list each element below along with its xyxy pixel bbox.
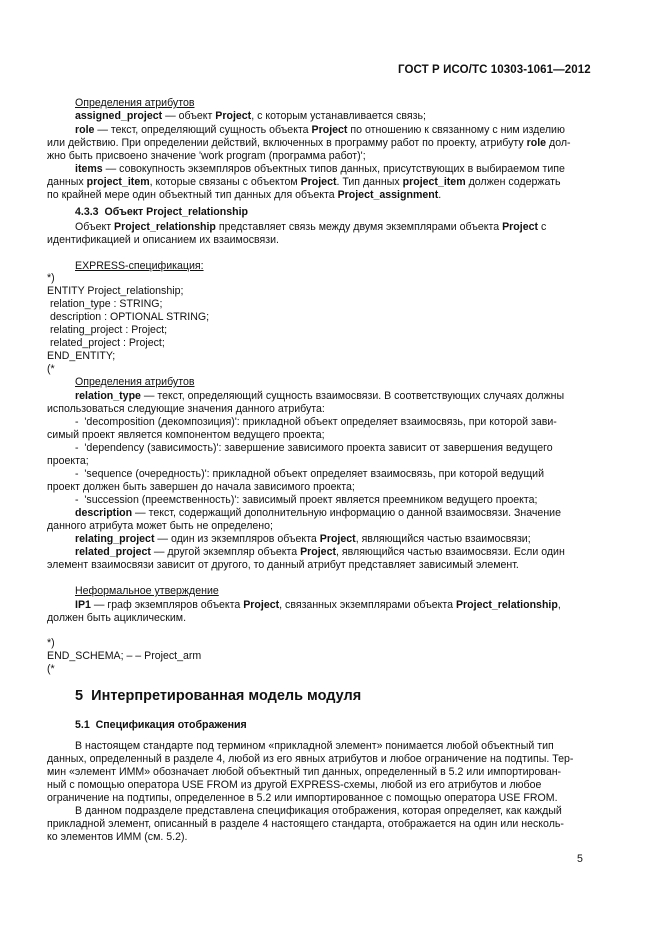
express-line: related_project : Project; [47, 337, 165, 349]
attr-role-line1 [75, 124, 565, 137]
entity-ref: Project [243, 599, 280, 611]
text: , являющийся частью взаимосвязи. Если один [336, 546, 565, 558]
text: — другой экземпляр объекта [150, 546, 301, 558]
express-line: (* [47, 363, 55, 375]
express-heading: EXPRESS-спецификация: [75, 260, 204, 272]
express-line: ENTITY Project_relationship; [47, 285, 184, 297]
entity-ref: Project_relationship [455, 599, 558, 611]
section-5-1-heading [75, 719, 247, 731]
value-decomposition-line2: симый проект является компонентом ведущего проекта; [47, 429, 325, 441]
paragraph-line: ко элементов ИММ (см. 5.2). [47, 831, 188, 843]
section-title: Объект Project_relationship [104, 206, 248, 218]
text: . Тип данных [336, 176, 403, 188]
attr-description-line1 [75, 507, 561, 520]
entity-ref: Project_relationship [114, 221, 216, 233]
attr-name: items [75, 163, 103, 175]
value-dependency-line2: проекта; [47, 455, 89, 467]
attr-definitions-heading: Определения атрибутов [75, 376, 195, 388]
text: — текст, определяющий сущность объекта [94, 124, 312, 136]
paragraph-line: ный с помощью оператора USE FROM из другой EXPRESS-схемы, любой из его атрибутов и любое [47, 779, 542, 791]
informal-proposition-heading: Неформальное утверждение [75, 585, 219, 597]
text: Объект [75, 221, 115, 233]
type-ref: project_item [86, 176, 150, 188]
text: должен содержать [465, 176, 561, 188]
paragraph-line: В настоящем стандарте под термином «прикладной элемент» понимается любой объектный тип [75, 740, 554, 752]
schema-end-line: (* [47, 663, 55, 675]
attr-related-project-line1 [75, 546, 565, 559]
express-line: END_ENTITY; [47, 350, 116, 362]
value-sequence-line1: - 'sequence (очередность)': прикладной объект определяет взаимосвязь, при которой ведущий [75, 468, 545, 480]
attr-items-line2 [47, 176, 561, 189]
value-dependency-line1: - 'dependency (зависимость)': завершение зависимого проекта зависит от завершения ведущего [75, 442, 553, 454]
text: , являющийся частью взаимосвязи; [355, 533, 531, 545]
text: — текст, определяющий сущность взаимосвязи. В соответствующих случаях должны [140, 390, 565, 402]
entity-ref: Project [300, 546, 336, 558]
document-id: ГОСТ Р ИСО/ТС 10303-1061—2012 [398, 64, 591, 76]
text: данных [47, 176, 87, 188]
schema-end-line: END_SCHEMA; – – Project_arm [47, 650, 202, 662]
entity-ref: Project [311, 124, 348, 136]
paragraph-line: В данном подразделе представлена спецификация отображения, которая определяет, как каждый [75, 805, 562, 817]
text: с [538, 221, 547, 233]
section-title: Спецификация отображения [95, 719, 247, 731]
text: представляет связь между двумя экземплярами объекта [215, 221, 503, 233]
attr-items-line3 [47, 189, 441, 202]
section-4-3-3-heading [75, 206, 248, 219]
value-decomposition-line1: - 'decomposition (декомпозиция)': прикладной объект определяет взаимосвязь, при которой зави- [75, 416, 557, 428]
entity-ref: Project [300, 176, 337, 188]
value-succession: - 'succession (преемственность)': зависимый проект является преемником ведущего проекта; [75, 494, 538, 506]
section-number: 5.1 [75, 719, 90, 731]
text: — совокупность экземпляров объектных типов данных, присутствующих в выбираемом типе [102, 163, 565, 175]
section-title: Интерпретированная модель модуля [91, 688, 362, 704]
text: , с которым устанавливается связь; [251, 110, 426, 122]
text: , [557, 599, 561, 611]
attr-relation-type-line1 [75, 390, 564, 403]
section-number: 5 [75, 688, 84, 704]
entity-ref: Project [215, 110, 252, 122]
proposition-id: IP1 [75, 599, 91, 611]
attr-name: role [75, 124, 95, 136]
text: , которые связаны с объектом [149, 176, 301, 188]
text: — один из экземпляров объекта [154, 533, 320, 545]
text: . [438, 189, 442, 201]
paragraph-line: ограничение на подтипы, определенное в 5.2 или импортированное с помощью оператора USE FROM. [47, 792, 558, 804]
text: — текст, содержащий дополнительную информацию о данной взаимосвязи. Значение [132, 507, 561, 519]
section-4-3-3-line2: идентификацией и описанием их взаимосвязи. [47, 234, 279, 246]
attr-role-line2 [47, 137, 571, 150]
attr-name: related_project [75, 546, 151, 558]
paragraph-line: данных, определенный в разделе 4, любой из его явных атрибутов и любое ограничение на подтипы. Тер- [47, 753, 574, 765]
entity-ref: Project [502, 221, 539, 233]
section-4-3-3-line1 [75, 221, 546, 234]
express-line: relation_type : STRING; [47, 298, 163, 310]
section-number: 4.3.3 [75, 206, 99, 218]
page-number: 5 [577, 853, 583, 865]
attr-items-line1 [75, 163, 565, 176]
text: или действию. При определении действий, включенных в программу работ по проекту, атрибуту [47, 137, 527, 149]
informal-proposition-line1 [75, 599, 561, 612]
attr-relation-type-line2: использоваться следующие значения данного атрибута: [47, 403, 325, 415]
express-line: relating_project : Project; [47, 324, 168, 336]
value-sequence-line2: проект должен быть завершен до начала зависимого проекта; [47, 481, 355, 493]
entity-ref: Project_assignment [337, 189, 439, 201]
express-line: *) [47, 272, 55, 284]
text: дол- [546, 137, 571, 149]
paragraph-line: прикладной элемент, описанный в разделе 4 настоящего стандарта, отображается на один или несколь- [47, 818, 564, 830]
paragraph-line: мин «элемент ИММ» обозначает любой объектный тип данных, определенный в 5.2 или импортирован- [47, 766, 562, 778]
informal-proposition-line2: должен быть ациклическим. [47, 612, 187, 624]
express-line: description : OPTIONAL STRING; [47, 311, 210, 323]
text: — граф экземпляров объекта [90, 599, 244, 611]
attr-description-line2: данного атрибута может быть не определено; [47, 520, 273, 532]
text: , связанных экземплярами объекта [279, 599, 456, 611]
attr-assigned-project [75, 110, 426, 123]
text: — объект [162, 110, 216, 122]
attr-name: relation_type [75, 390, 141, 402]
text: по крайней мере один объектный тип данных для объекта [47, 189, 338, 201]
attr-definitions-heading: Определения атрибутов [75, 97, 195, 109]
attr-ref: role [526, 137, 547, 149]
attr-role-line3: жно быть присвоено значение 'work program (программа работ)'; [47, 150, 366, 162]
attr-related-project-line2: элемент взаимосвязи зависит от другого, то данный атрибут представляет зависимый элемент. [47, 559, 519, 571]
text: по отношению к связанному с ним изделию [347, 124, 565, 136]
entity-ref: Project [319, 533, 356, 545]
section-5-heading [75, 688, 361, 704]
attr-name: description [75, 507, 133, 519]
type-ref: project_item [402, 176, 466, 188]
schema-end-line: *) [47, 637, 55, 649]
attr-name: relating_project [75, 533, 155, 545]
attr-name: assigned_project [75, 110, 163, 122]
attr-relating-project [75, 533, 531, 546]
